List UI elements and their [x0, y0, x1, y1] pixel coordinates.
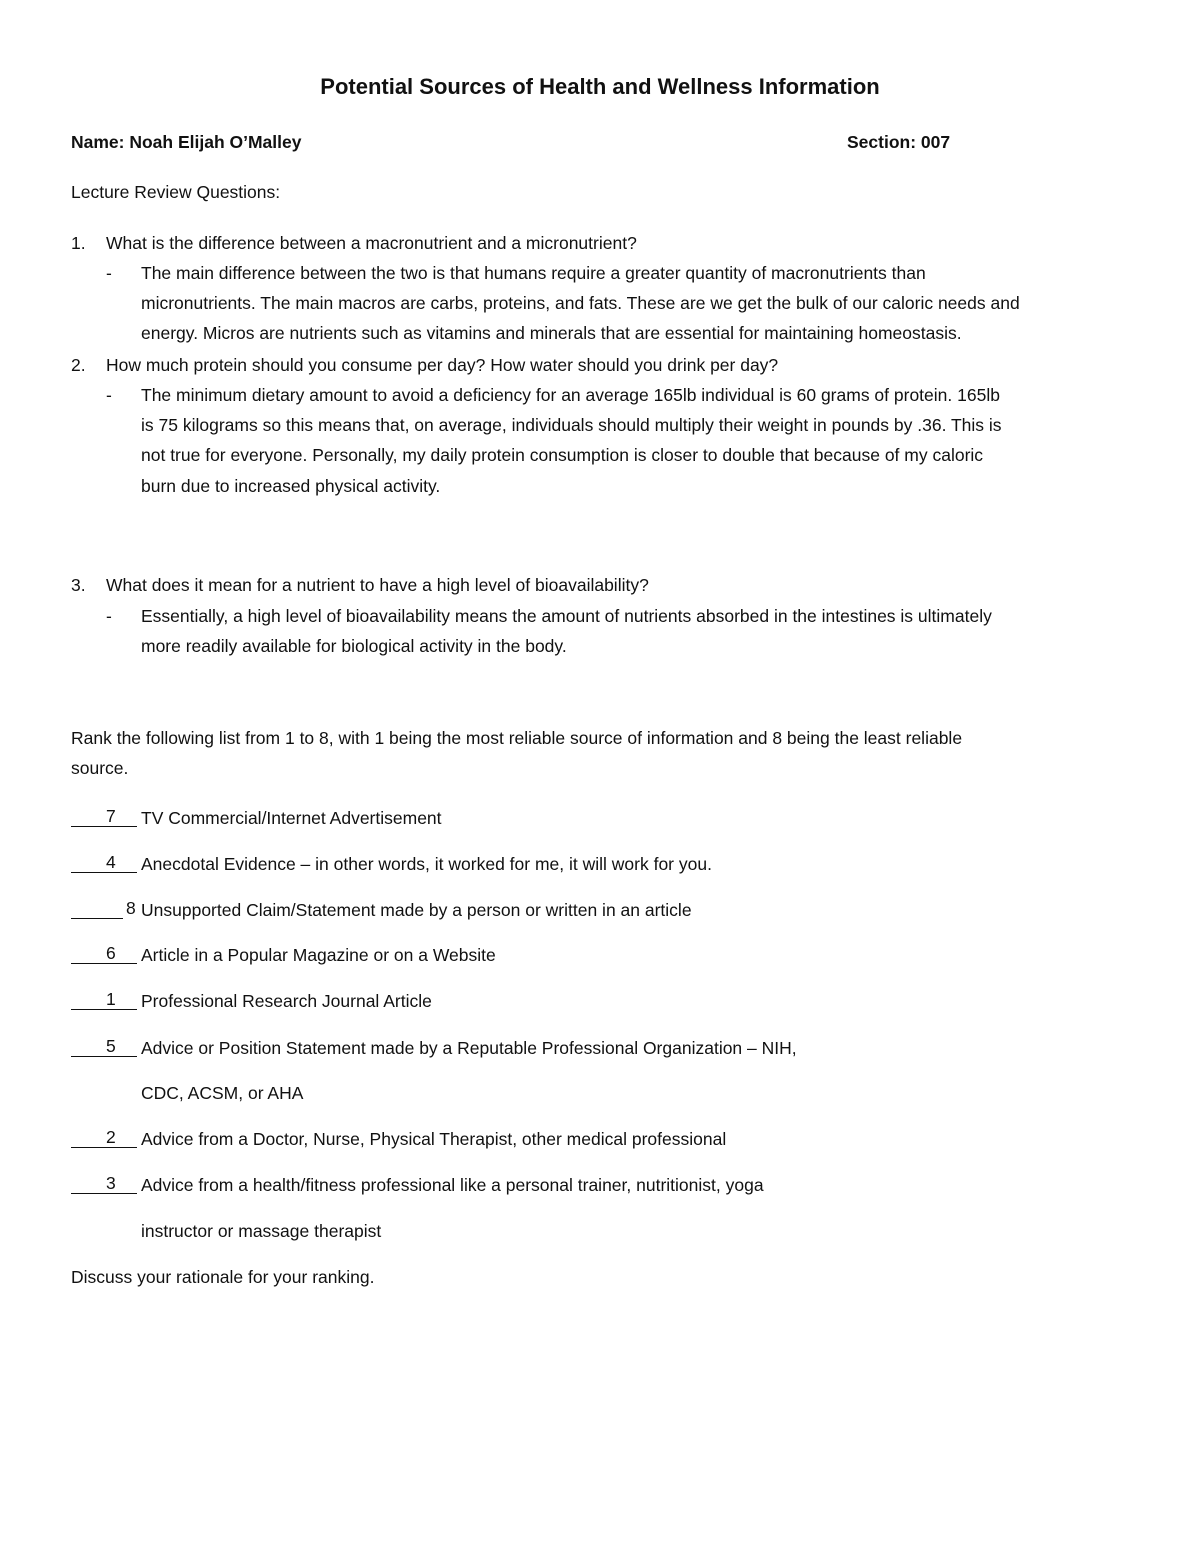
rank-blank — [71, 1129, 137, 1149]
ranking-label: Advice from a health/fitness professional like a personal trainer, nutritionist, yoga — [141, 1175, 764, 1195]
page-title: Potential Sources of Health and Wellness Information — [320, 74, 880, 99]
lecture-heading: Lecture Review Questions: — [71, 182, 281, 202]
answer-line: burn due to increased physical activity. — [141, 476, 441, 496]
question-text: What is the difference between a macronutrient and a micronutrient? — [106, 233, 637, 253]
answer-dash: - — [106, 385, 112, 405]
ranking-label: CDC, ACSM, or AHA — [141, 1083, 304, 1103]
rank-blank — [71, 900, 137, 920]
ranking-label: Professional Research Journal Article — [141, 991, 432, 1011]
answer-line: more readily available for biological activity in the body. — [141, 636, 567, 656]
discuss-prompt: Discuss your rationale for your ranking. — [71, 1267, 375, 1287]
question-text: What does it mean for a nutrient to have a high level of bioavailability? — [106, 575, 649, 595]
rank-value: 5 — [106, 1036, 116, 1056]
ranking-label: Article in a Popular Magazine or on a Website — [141, 945, 496, 965]
ranking-label: Anecdotal Evidence – in other words, it worked for me, it will work for you. — [141, 854, 712, 874]
rank-blank — [71, 1038, 137, 1058]
section-number: Section: 007 — [847, 132, 951, 152]
ranking-label: Unsupported Claim/Statement made by a person or written in an article — [141, 900, 692, 920]
rank-value: 4 — [106, 852, 116, 872]
rank-instructions-line: source. — [71, 758, 129, 778]
rank-instructions-line: Rank the following list from 1 to 8, with 1 being the most reliable source of information and 8 being the least reliable — [71, 728, 963, 748]
rank-value: 8 — [126, 898, 136, 918]
answer-dash: - — [106, 263, 112, 283]
ranking-label: Advice from a Doctor, Nurse, Physical Therapist, other medical professional — [141, 1129, 727, 1149]
question-number: 3. — [71, 575, 86, 595]
rank-value: 6 — [106, 943, 116, 963]
answer-line: energy. Micros are nutrients such as vitamins and minerals that are essential for maintaining homeostasis. — [141, 323, 962, 343]
question-number: 1. — [71, 233, 86, 253]
rank-blank — [71, 854, 137, 874]
answer-line: The main difference between the two is that humans require a greater quantity of macronutrients than — [141, 263, 926, 283]
rank-value: 7 — [106, 806, 116, 826]
answer-line: Essentially, a high level of bioavailability means the amount of nutrients absorbed in the intestines is ultimately — [141, 606, 992, 626]
answer-dash: - — [106, 606, 112, 626]
question-number: 2. — [71, 355, 86, 375]
rank-value: 3 — [106, 1173, 116, 1193]
rank-blank — [71, 945, 137, 965]
ranking-label: TV Commercial/Internet Advertisement — [141, 808, 442, 828]
answer-line: The minimum dietary amount to avoid a deficiency for an average 165lb individual is 60 grams of protein. 165lb — [141, 385, 1000, 405]
answer-line: micronutrients. The main macros are carbs, proteins, and fats. These are we get the bulk of our caloric needs and — [141, 293, 1020, 313]
question-text: How much protein should you consume per day? How water should you drink per day? — [106, 355, 779, 375]
student-name: Name: Noah Elijah O’Malley — [71, 132, 302, 152]
rank-blank — [71, 808, 137, 828]
ranking-label: Advice or Position Statement made by a Reputable Professional Organization – NIH, — [141, 1038, 797, 1058]
rank-value: 1 — [106, 989, 116, 1009]
answer-line: not true for everyone. Personally, my daily protein consumption is closer to double that because of my caloric — [141, 445, 984, 465]
rank-blank — [71, 1175, 137, 1195]
answer-line: is 75 kilograms so this means that, on average, individuals should multiply their weight in pounds by .36. This is — [141, 415, 1002, 435]
rank-value: 2 — [106, 1127, 116, 1147]
rank-blank — [71, 991, 137, 1011]
ranking-label: instructor or massage therapist — [141, 1221, 382, 1241]
